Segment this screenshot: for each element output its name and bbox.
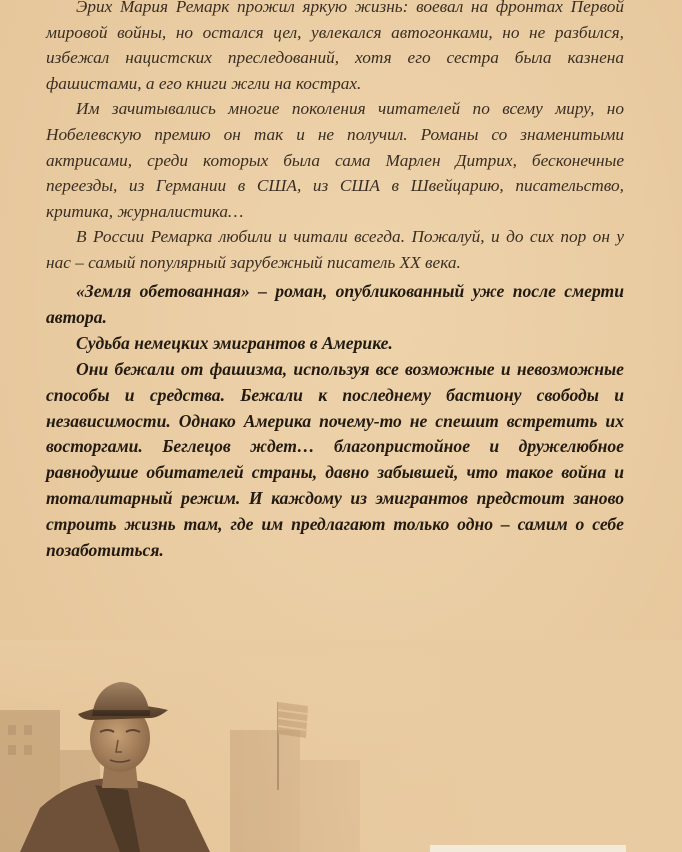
desc-paragraph: «Земля обетованная» – роман, опубликованный уже после смерти автора. <box>46 281 624 327</box>
desc-paragraph: Они бежали от фашизма, используя все возможные и невозможные способы и средства. Бежали к последнему бастиону свободы и независимости. Однако Америка почему-то не спешит встретить их восторгами. Беглецов ждет… благопристойное и дружелюбное равнодушие обитателей страны, давно забывшей, что такое война и тоталитарный режим. И каждому из эмигрантов предстоит заново строить жизнь там, где им предлагают только одно – самим о себе позаботиться. <box>46 358 624 561</box>
sepia-photo-man-in-hat <box>0 640 682 852</box>
bio-paragraph: Эрих Мария Ремарк прожил яркую жизнь: воевал на фронтах Первой мировой войны, но остался цел, увлекался автогонками, но не разбился, избежал нацистских преследований, хотя его сестра была казнена фашистами, а его книги жгли на кострах. <box>46 0 624 93</box>
author-biography <box>46 0 624 276</box>
desc-paragraph: Судьба немецких эмигрантов в Америке. <box>76 332 393 353</box>
book-description <box>46 279 624 564</box>
bio-paragraph: Им зачитывались многие поколения читателей по всему миру, но Нобелевскую премию он так и не получил. Романы со знаменитыми актрисами, среди которых была сама Марлен Дитрих, бесконечные переезды, из Германии в США, из США в Швейцарию, писательство, критика, журналистика… <box>46 99 624 221</box>
bottom-label-strip <box>430 845 626 852</box>
bio-paragraph: В России Ремарка любили и читали всегда. Пожалуй, и до сих пор он у нас – самый популярный зарубежный писатель XX века. <box>46 227 624 272</box>
